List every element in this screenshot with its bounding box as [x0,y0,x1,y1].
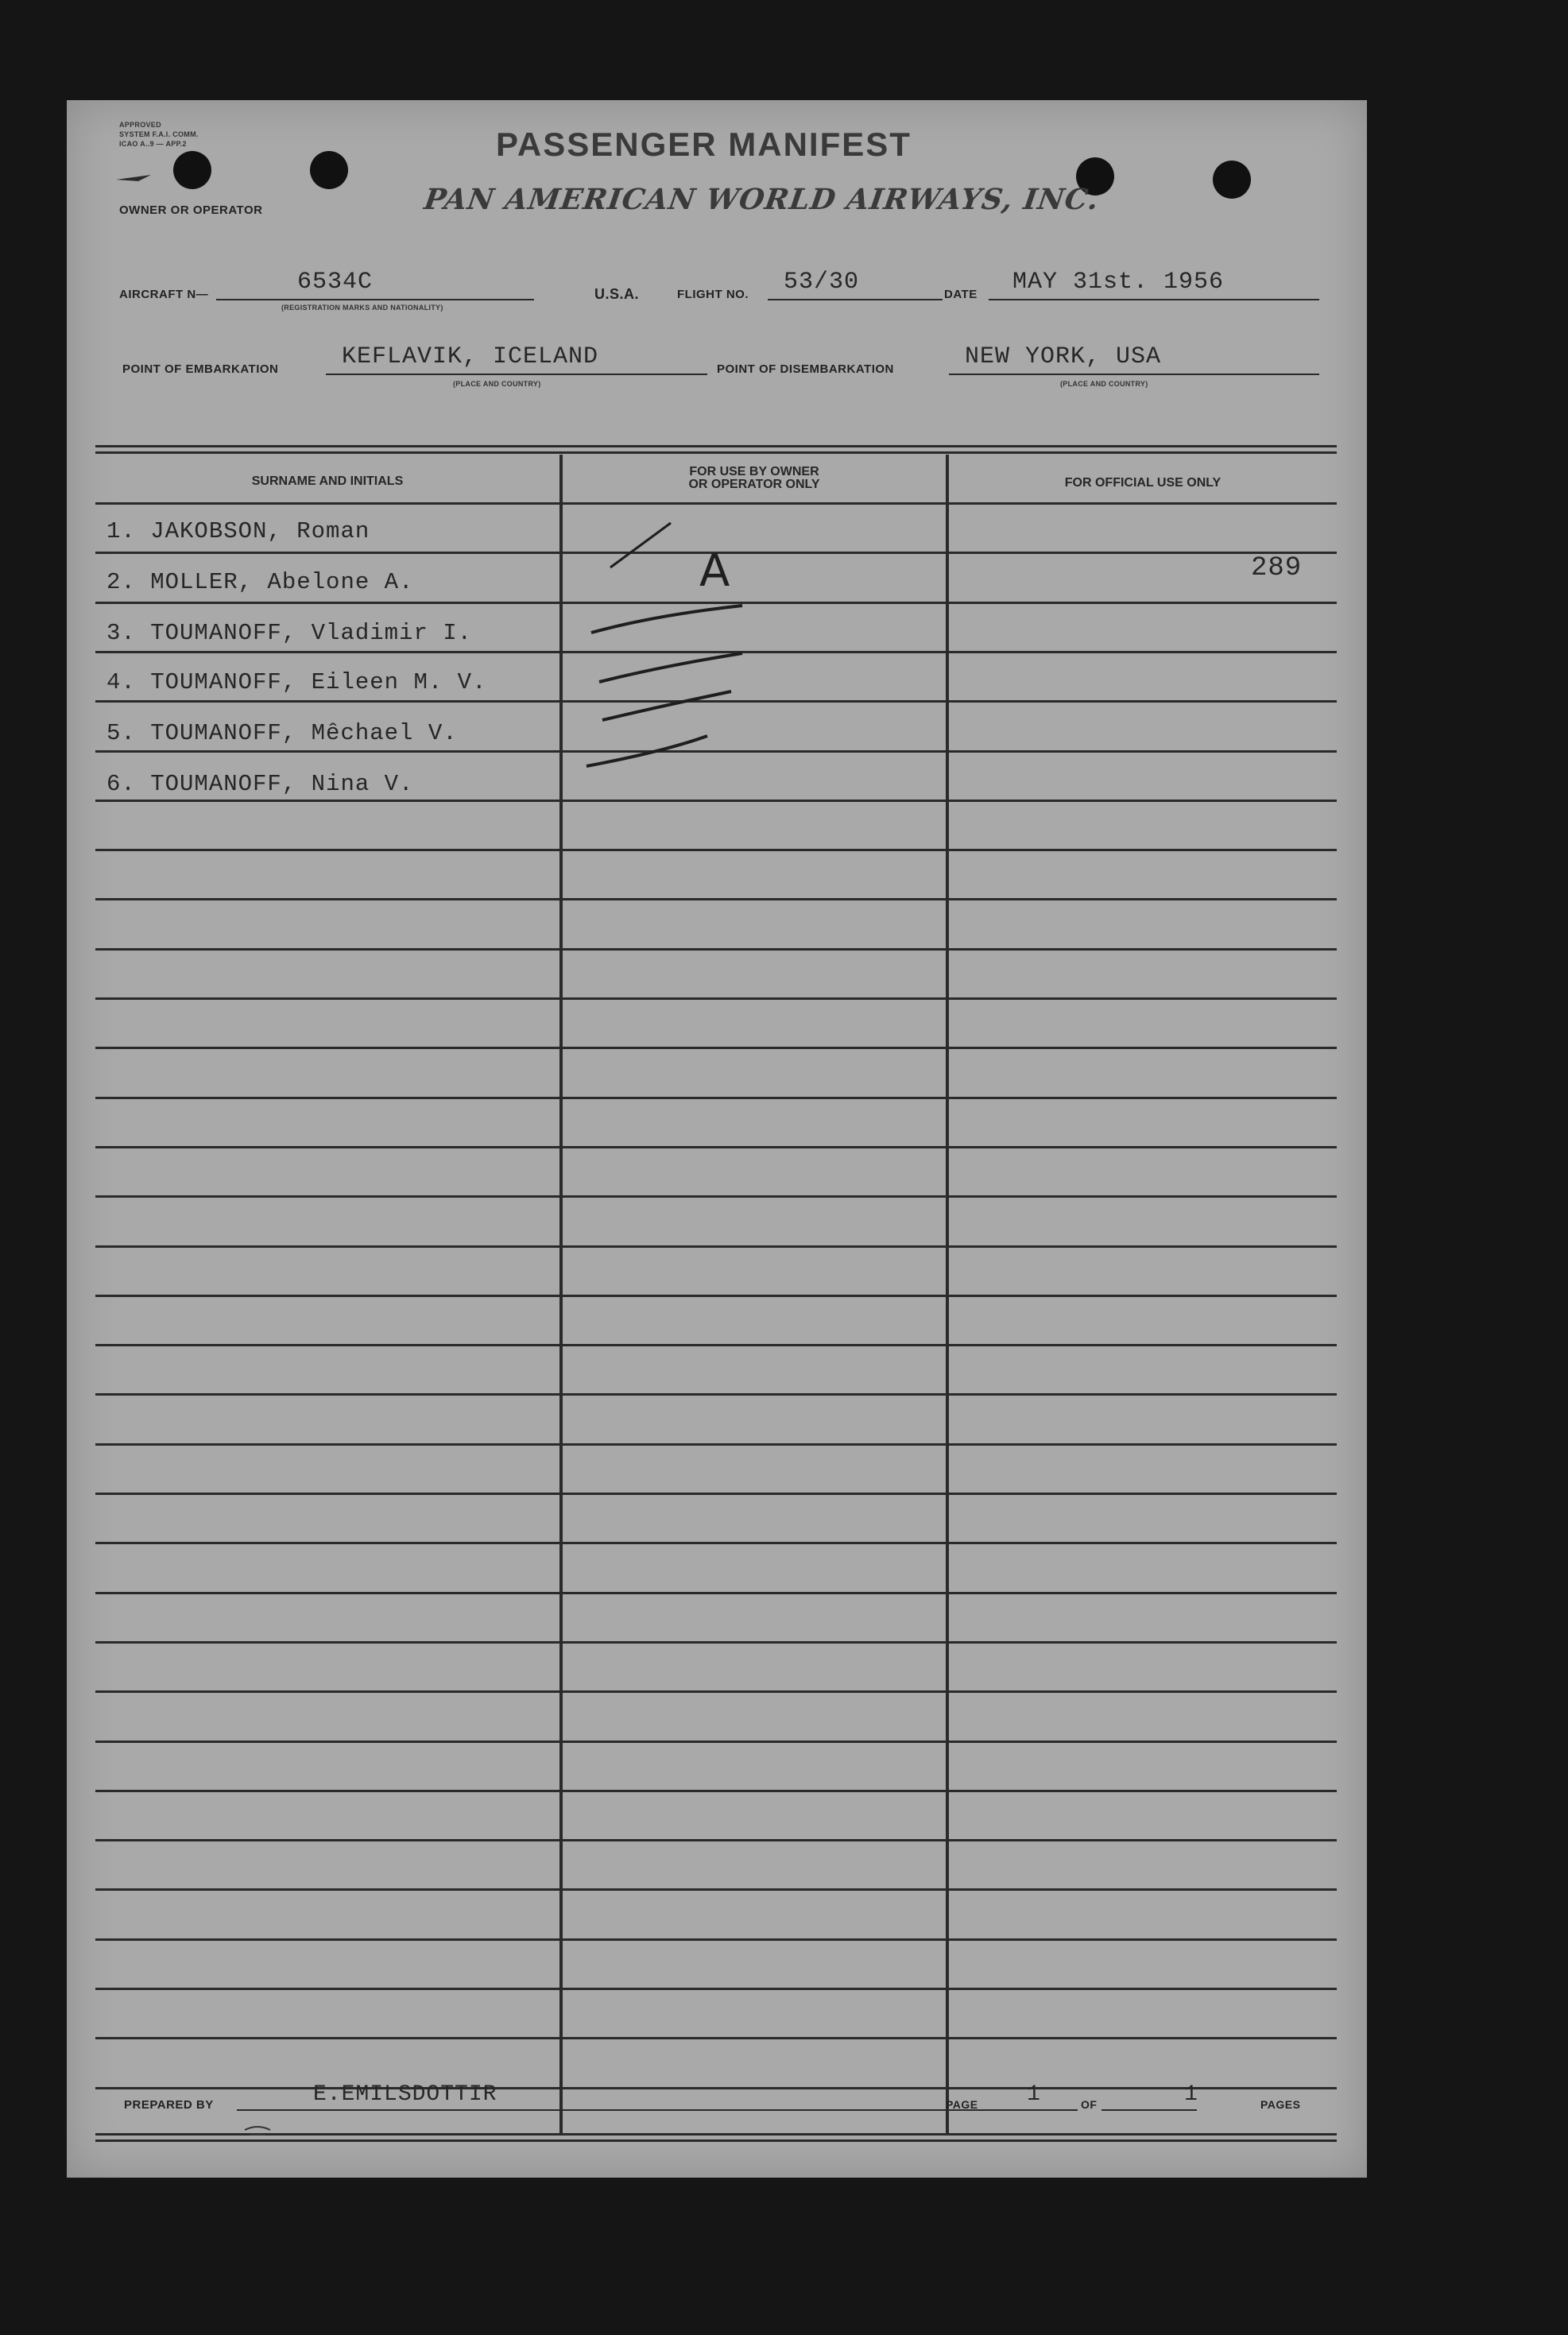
row-rule [95,1344,1337,1346]
column-header-official: FOR OFFICIAL USE ONLY [1064,476,1221,490]
table-bottom-rule [95,2139,1337,2142]
table-bottom-rule [95,2133,1337,2136]
embarkation-underline [326,374,707,375]
row-rule [95,1888,1337,1891]
row-rule [95,1839,1337,1841]
punch-hole [1213,161,1251,199]
row-rule [95,1393,1337,1396]
of-label: OF [1081,2098,1098,2111]
row-rule [95,1641,1337,1644]
aircraft-value: 6534C [297,269,374,296]
row-rule [95,1443,1337,1446]
passenger-name: 1. JAKOBSON, Roman [106,518,370,544]
page-underline [990,2109,1078,2111]
arrow-icon [114,172,154,188]
disembarkation-label: POINT OF DISEMBARKATION [717,362,894,376]
column-header-owner-use-2: OR OPERATOR ONLY [688,478,820,491]
page-label: PAGE [946,2098,978,2111]
row-rule [95,997,1337,1000]
approval-line-2: SYSTEM F.A.I. COMM. [119,130,199,138]
date-label: DATE [944,288,978,301]
owner-operator-label: OWNER OR OPERATOR [119,203,263,217]
of-value: 1 [1184,2082,1198,2107]
disembarkation-underline [949,374,1319,375]
row-rule [95,1988,1337,1990]
row-rule [95,898,1337,900]
row-rule [95,1741,1337,1743]
aircraft-label: AIRCRAFT N— [119,288,209,301]
passenger-name: 3. TOUMANOFF, Vladimir I. [106,620,473,646]
passenger-name: 6. TOUMANOFF, Nina V. [106,771,414,797]
passenger-name: 2. MOLLER, Abelone A. [106,569,414,595]
disembarkation-value: NEW YORK, USA [965,343,1162,370]
prepared-by-label: PREPARED BY [124,2098,214,2112]
row-rule [95,1542,1337,1544]
row-rule [95,1592,1337,1594]
row-rule [95,948,1337,951]
embarkation-value: KEFLAVIK, ICELAND [342,343,599,370]
prepared-by-value: E.EMILSDOTTIR [313,2082,498,2107]
approval-line-1: APPROVED [119,121,161,129]
prepared-underline [237,2109,1008,2111]
passenger-name: 4. TOUMANOFF, Eileen M. V. [106,669,487,695]
pages-label: PAGES [1260,2098,1301,2111]
flight-label: FLIGHT NO. [677,288,749,301]
official-number: 289 [1251,553,1303,583]
row-rule [95,1047,1337,1049]
column-divider [946,455,949,2133]
passenger-name: 5. TOUMANOFF, Mêchael V. [106,720,458,746]
company-name: PAN AMERICAN WORLD AIRWAYS, INC. [422,183,1101,216]
row-rule [95,1790,1337,1792]
column-header-surname: SURNAME AND INITIALS [251,474,404,488]
row-rule [95,2087,1337,2089]
page-title: PASSENGER MANIFEST [496,126,912,163]
approval-line-3: ICAO A..9 — APP.2 [119,140,187,148]
aircraft-underline [216,299,534,300]
row-rule [95,1195,1337,1198]
embarkation-label: POINT OF EMBARKATION [122,362,279,376]
row-rule [95,1493,1337,1495]
flight-value: 53/30 [784,269,860,296]
disembarkation-caption: (PLACE AND COUNTRY) [1060,380,1148,388]
punch-hole [173,151,211,189]
row-rule [95,2037,1337,2039]
embarkation-caption: (PLACE AND COUNTRY) [453,380,541,388]
of-underline [1101,2109,1197,2111]
row-rule [95,1097,1337,1099]
date-value: MAY 31st. 1956 [1012,269,1225,296]
table-top-rule [95,451,1337,454]
flight-underline [768,299,943,300]
row-rule [95,1690,1337,1693]
row-rule [95,1146,1337,1148]
column-header-owner-use-1: FOR USE BY OWNER [689,465,819,478]
manifest-sheet [67,100,1367,2178]
row-rule [95,1245,1337,1248]
page-value: 1 [1027,2082,1041,2107]
handwritten-mark: A [699,545,730,597]
table-top-rule [95,445,1337,447]
row-rule [95,1938,1337,1941]
date-underline [989,299,1319,300]
stamp-mark-icon [242,2124,273,2139]
row-rule [95,1295,1337,1297]
nationality-label: U.S.A. [594,286,640,302]
punch-hole [310,151,348,189]
aircraft-caption: (REGISTRATION MARKS AND NATIONALITY) [281,304,443,312]
